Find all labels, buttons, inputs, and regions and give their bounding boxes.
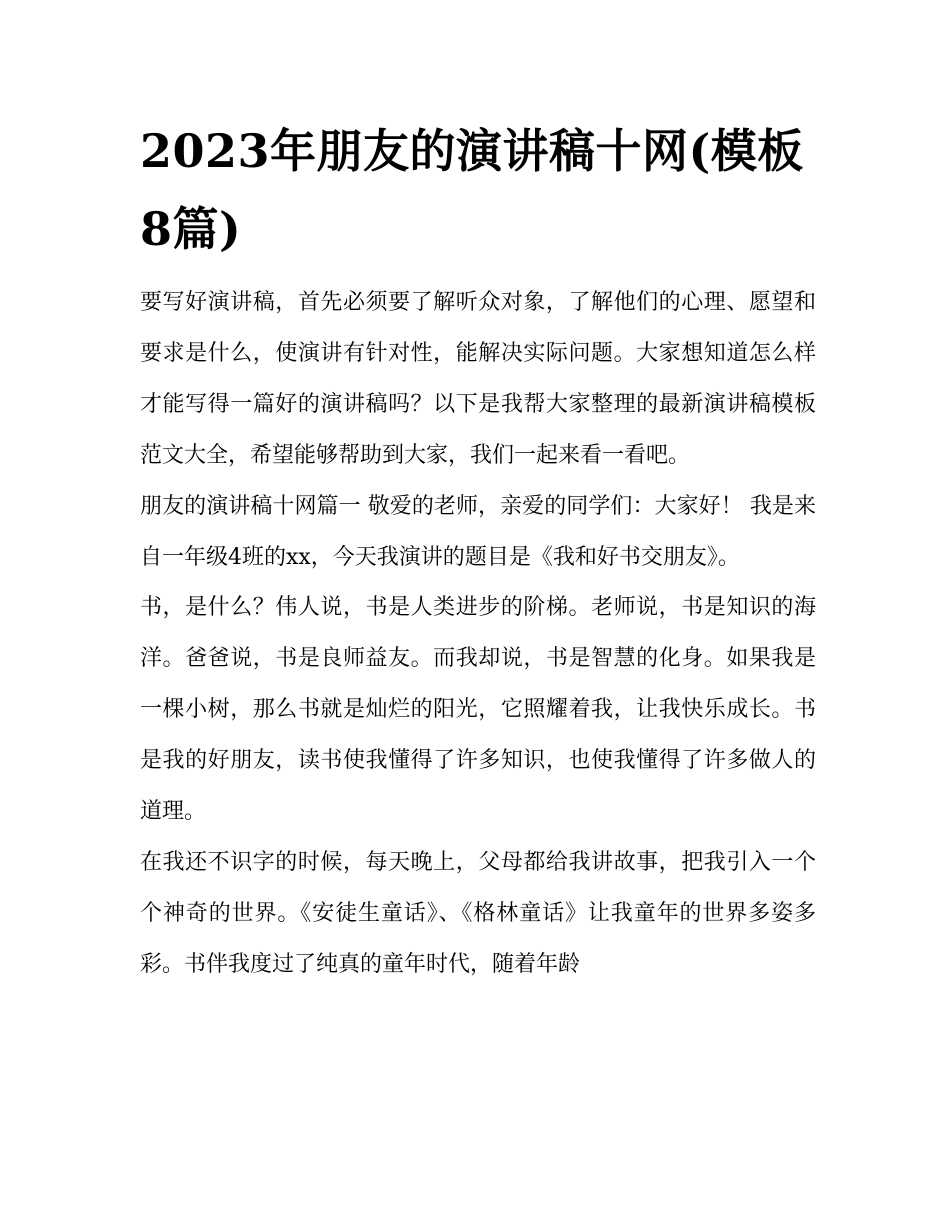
paragraph-intro: 要写好演讲稿，首先必须要了解听众对象，了解他们的心理、愿望和要求是什么，使演讲有针对性，能解决实际问题。大家想知道怎么样才能写得一篇好的演讲稿吗？以下是我帮大家整理的最新演讲稿模板范文大全，希望能够帮助到大家，我们一起来看一看吧。: [140, 290, 816, 468]
document-title: 2023年朋友的演讲稿十网(模板8篇): [140, 124, 804, 256]
paragraph-what-is-book: 书，是什么？伟人说，书是人类进步的阶梯。老师说，书是知识的海洋。爸爸说，书是良师益友。而我却说，书是智慧的化身。如果我是一棵小树，那么书就是灿烂的阳光，它照耀着我，让我快乐成长。书是我的好朋友，读书使我懂得了许多知识，也使我懂得了许多做人的道理。: [140, 595, 816, 825]
paragraph-greeting: 朋友的演讲稿十网篇一 敬爱的老师，亲爱的同学们：大家好！ 我是来自一年级4班的xx，今天我演讲的题目是《我和好书交朋友》。: [140, 493, 816, 570]
document-body: [140, 278, 816, 991]
paragraph-childhood: 在我还不识字的时候，每天晚上，父母都给我讲故事，把我引入一个个神奇的世界。《安徒生童话》、《格林童话》让我童年的世界多姿多彩。书伴我度过了纯真的童年时代，随着年龄: [140, 849, 816, 977]
